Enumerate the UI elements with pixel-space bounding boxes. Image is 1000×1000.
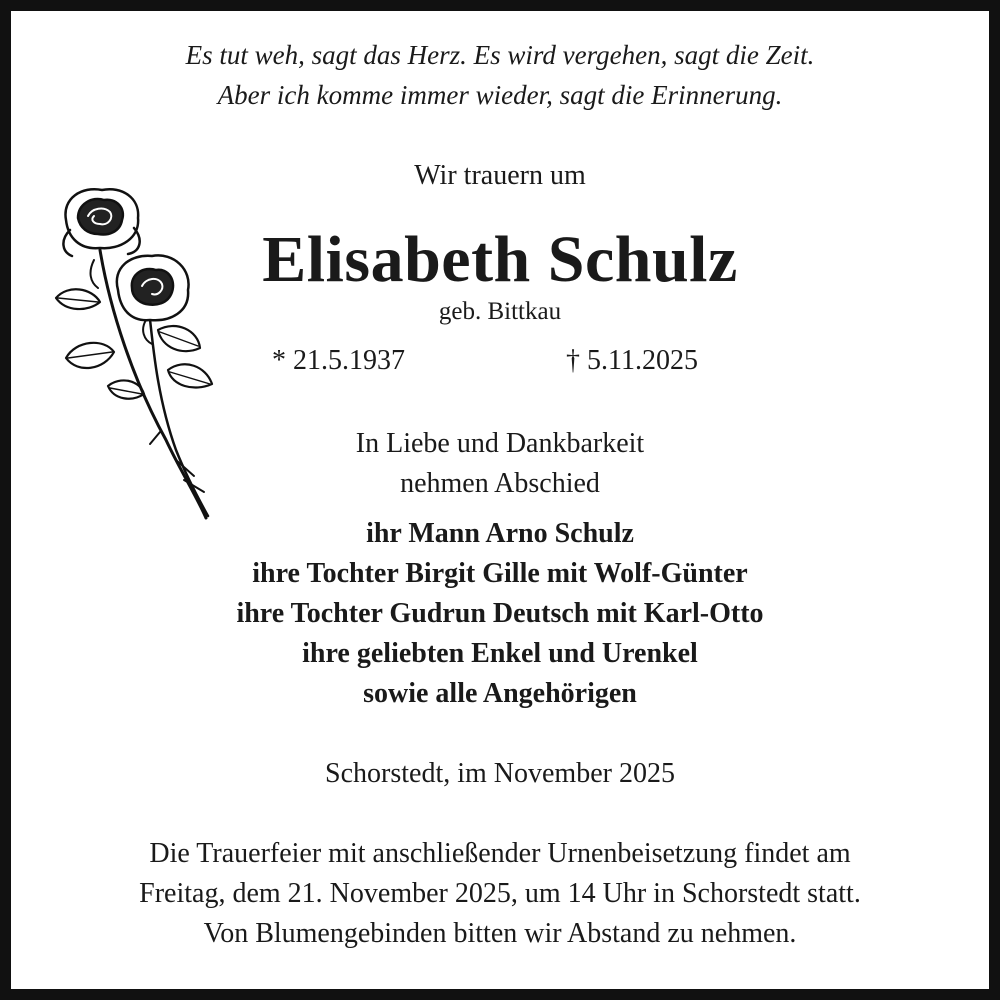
mourner-line: ihre Tochter Birgit Gille mit Wolf-Günter: [252, 558, 748, 589]
maiden-name: geb. Bittkau: [438, 298, 562, 325]
birth-date: * 21.5.1937: [272, 345, 405, 376]
deceased-name: Elisabeth Schulz: [262, 223, 738, 296]
mourner-line: ihre geliebten Enkel und Urenkel: [302, 638, 698, 669]
funeral-notice-line: Freitag, dem 21. November 2025, um 14 Uhr in Schorstedt statt.: [139, 878, 861, 909]
place-date: Schorstedt, im November 2025: [325, 758, 675, 789]
funeral-notice-line: Von Blumengebinden bitten wir Abstand zu nehmen.: [203, 918, 797, 949]
mourner-line: sowie alle Angehörigen: [363, 678, 637, 709]
death-date: † 5.11.2025: [566, 345, 698, 376]
funeral-notice-line: Die Trauerfeier mit anschließender Urnenbeisetzung findet am: [149, 838, 851, 869]
quote-line-2: Aber ich komme immer wieder, sagt die Erinnerung.: [217, 80, 783, 110]
farewell-line-2: nehmen Abschied: [400, 468, 600, 499]
quote-line-1: Es tut weh, sagt das Herz. Es wird vergehen, sagt die Zeit.: [185, 40, 815, 70]
mourner-line: ihre Tochter Gudrun Deutsch mit Karl-Otto: [236, 598, 764, 629]
farewell-line-1: In Liebe und Dankbarkeit: [355, 428, 645, 459]
intro-text: Wir trauern um: [414, 160, 586, 191]
mourner-line: ihr Mann Arno Schulz: [366, 518, 634, 549]
